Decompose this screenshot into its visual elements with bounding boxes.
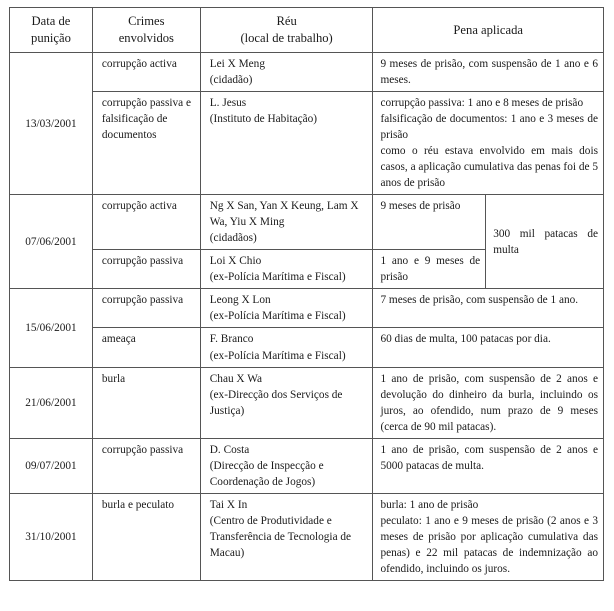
penalty-cell: [373, 289, 604, 328]
table-row: [10, 438, 604, 493]
defendant-cell-line: Tai X In: [209, 498, 248, 511]
penalty-cell-line: 7 meses de prisão, com suspensão de 1 ano.: [380, 294, 579, 307]
table-row: [10, 328, 604, 367]
penalty-cell-line: 9 meses de prisão: [380, 200, 461, 213]
table-row: [10, 367, 604, 438]
penalty-cell: [373, 92, 604, 195]
defendant-cell-line: Lei X Meng: [209, 58, 265, 70]
table-row: [10, 53, 604, 92]
defendant-cell-line: (ex-Polícia Marítima e Fiscal): [209, 349, 346, 362]
punishment-date: 13/03/2001: [10, 53, 93, 195]
header-pena: Pena aplicada: [373, 8, 604, 53]
header-reu: Réu (local de trabalho): [200, 8, 373, 53]
shared-penalty-cell: 300 mil patacas de multa: [486, 195, 604, 289]
defendant-cell: [200, 328, 373, 367]
defendant-cell-line: (ex-Polícia Marítima e Fiscal): [209, 271, 346, 284]
punishment-date: 21/06/2001: [10, 367, 93, 438]
defendant-cell-line: D. Costa: [209, 443, 250, 456]
penalty-cell: [373, 53, 604, 92]
defendant-cell-line: Loi X Chio: [209, 255, 262, 268]
penalty-cell-line: corrupção passiva: 1 ano e 8 meses de prisão: [380, 97, 584, 110]
penalty-cell-line: como o réu estava envolvido em mais dois casos, a aplicação cumulativa das penas foi de 5 anos de prisão: [380, 145, 598, 190]
penalty-cell-line: 1 ano e 9 meses de prisão: [380, 255, 481, 284]
defendant-cell-line: (cidadãos): [209, 232, 257, 245]
crime-cell: corrupção passiva: [92, 438, 200, 493]
defendant-cell-line: (Centro de Produtividade e Transferência de Tecnologia de Macau): [209, 514, 352, 559]
header-crimes: Crimes envolvidos: [92, 8, 200, 53]
penalty-cell-line: 1 ano de prisão, com suspensão de 2 anos e devolução do dinheiro da burla, incluindo os juros, ao ofendido, num prazo de 9 meses (cerca de 90 mil patacas).: [380, 372, 598, 433]
punishment-date: 07/06/2001: [10, 195, 93, 289]
defendant-cell-line: (ex-Direcção dos Serviços de Justiça): [209, 388, 343, 417]
penalty-cell-line: falsificação de documentos: 1 ano e 3 meses de prisão: [380, 113, 598, 142]
penalty-cell: [373, 195, 486, 250]
defendant-cell: [200, 195, 373, 250]
defendant-cell: [200, 438, 373, 493]
defendant-cell-line: (Instituto de Habitação): [209, 113, 318, 126]
table-row: [10, 92, 604, 195]
penalty-cell-line: 9 meses de prisão, com suspensão de 1 ano e 6 meses.: [380, 58, 598, 87]
defendant-cell-line: L. Jesus: [209, 97, 247, 110]
header-date: Data de punição: [10, 8, 93, 53]
crime-cell: burla: [92, 367, 200, 438]
defendant-cell: [200, 250, 373, 289]
penalty-cell: [373, 367, 604, 438]
defendant-cell-line: Chau X Wa: [209, 372, 262, 385]
penalty-cell: [373, 493, 604, 580]
crime-cell: corrupção activa: [92, 53, 200, 92]
crime-cell: ameaça: [92, 328, 200, 367]
penalty-cell: [373, 438, 604, 493]
defendant-cell: [200, 289, 373, 328]
punishment-date: 09/07/2001: [10, 438, 93, 493]
defendant-cell-line: F. Branco: [209, 333, 254, 346]
penalty-cell-line: 60 dias de multa, 100 patacas por dia.: [380, 333, 551, 346]
defendant-cell-line: (ex-Polícia Marítima e Fiscal): [209, 310, 346, 323]
table-row: [10, 289, 604, 328]
header-row: [10, 8, 604, 53]
table-row: [10, 195, 604, 250]
penalty-cell-line: peculato: 1 ano e 9 meses de prisão (2 anos e 3 meses de prisão por aplicação cumulativa das penas) e 22 mil patacas de indemnização ao ofendido, incluindo os juros.: [380, 514, 598, 575]
crime-cell: burla e peculato: [92, 493, 200, 580]
crime-cell: corrupção passiva: [92, 289, 200, 328]
crime-cell: corrupção activa: [92, 195, 200, 250]
defendant-cell-line: (cidadão): [209, 74, 253, 87]
penalty-cell: [373, 328, 604, 367]
penalty-cell-line: 1 ano de prisão, com suspensão de 2 anos e 5000 patacas de multa.: [380, 443, 598, 472]
defendant-cell: [200, 493, 373, 580]
defendant-cell: [200, 367, 373, 438]
defendant-cell-line: Ng X San, Yan X Keung, Lam X Wa, Yiu X Ming: [209, 200, 359, 229]
penalty-cell-line: burla: 1 ano de prisão: [380, 498, 479, 511]
crime-cell: corrupção passiva: [92, 250, 200, 289]
penalty-cell: [373, 250, 486, 289]
defendant-cell: [200, 53, 373, 92]
table-row: [10, 493, 604, 580]
defendant-cell: [200, 92, 373, 195]
punishment-table: [9, 7, 604, 581]
defendant-cell-line: Leong X Lon: [209, 294, 271, 307]
punishment-date: 15/06/2001: [10, 289, 93, 367]
crime-cell: corrupção passiva e falsificação de documentos: [92, 92, 200, 195]
punishment-date: 31/10/2001: [10, 493, 93, 580]
defendant-cell-line: (Direcção de Inspecção e Coordenação de Jogos): [209, 459, 324, 488]
table-body: [10, 53, 604, 581]
